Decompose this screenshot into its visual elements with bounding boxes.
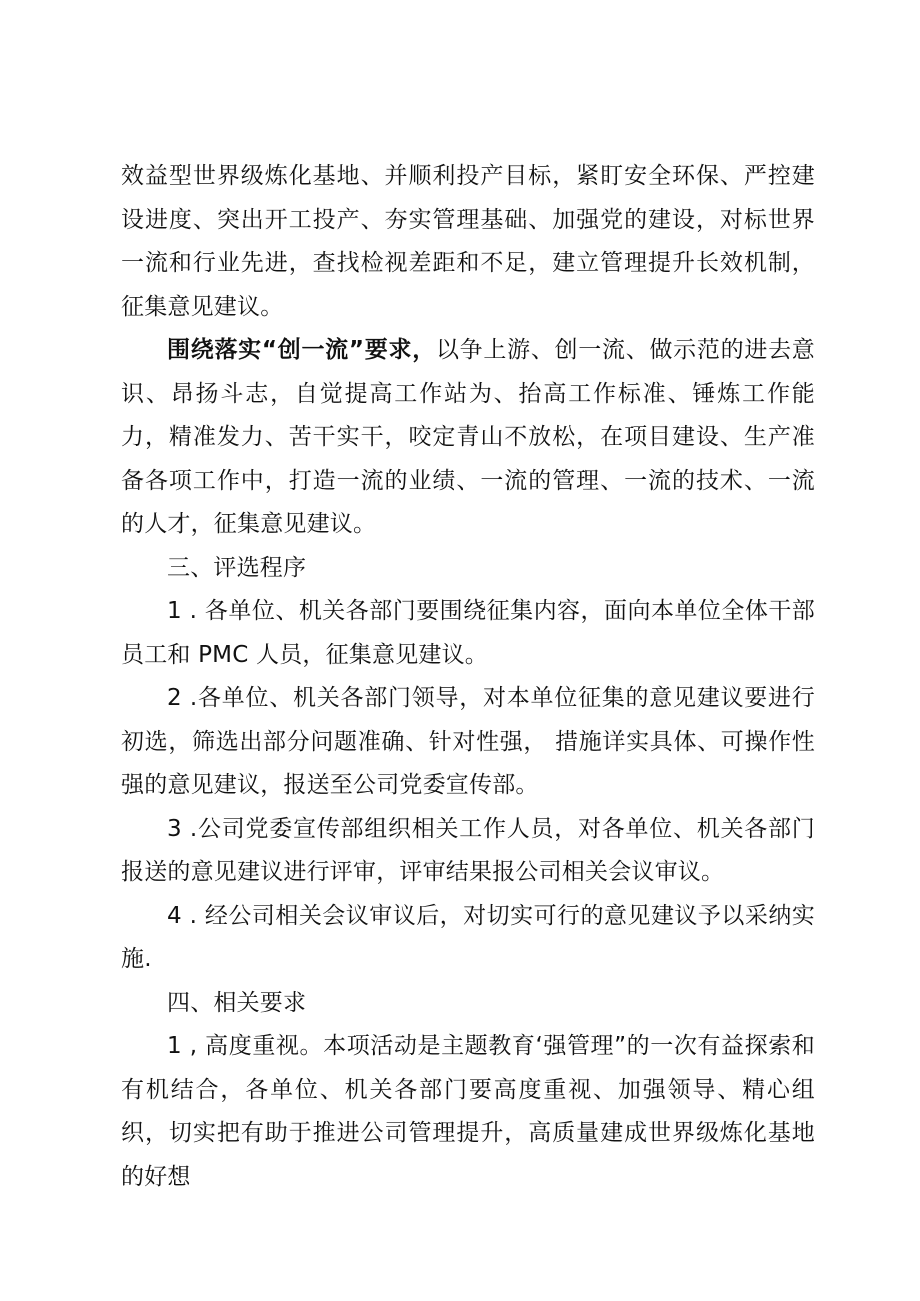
paragraph-create-first-class	[121, 329, 815, 547]
procedure-item-4: 4 . 经公司相关会议审议后，对切实可行的意见建议予以采纳实施.	[121, 902, 815, 972]
paragraph-continuation: 效益型世界级炼化基地、并顺利投产目标，紧盯安全环保、严控建设进度、突出开工投产、夯实管理基础、加强党的建设，对标世界一流和行业先进，查找检视差距和不足，建立管理提升长效机制，征集意见建议。	[121, 163, 815, 320]
document-body	[121, 155, 815, 1199]
section-heading-related-requirements: 四、相关要求	[167, 989, 307, 1016]
procedure-item-3: 3 .公司党委宣传部组织相关工作人员，对各单位、机关各部门报送的意见建议进行评审，评审结果报公司相关会议审议。	[121, 815, 815, 885]
paragraph-lead-bold: 围绕落实“创一流”要求，	[167, 337, 436, 363]
procedure-item-1: 1 . 各单位、机关各部门要围绕征集内容，面向本单位全体干部员工和 PMC 人员，征集意见建议。	[121, 598, 815, 668]
requirement-item-1: 1 , 高度重视。本项活动是主题教育‘强管理”的一次有益探索和有机结合，各单位、机关各部门要高度重视、加强领导、精心组织，切实把有助于推进公司管理提升，高质量建成世界级炼化基地的好想	[121, 1033, 815, 1190]
section-heading-selection-procedure: 三、评选程序	[167, 554, 307, 581]
paragraph-body: 以争上游、创一流、做示范的进去意识、昂扬斗志，自觉提高工作站为、抬高工作标准、锤炼工作能力，精准发力、苦干实干，咬定青山不放松，在项目建设、生产准备各项工作中，打造一流的业绩、一流的管理、一流的技术、一流的人才，征集意见建议。	[121, 337, 816, 537]
procedure-item-2: 2 .各单位、机关各部门领导，对本单位征集的意见建议要进行初选，筛选出部分问题准确、针对性强， 措施详实具体、可操作性强的意见建议，报送至公司党委宣传部。	[121, 685, 815, 798]
